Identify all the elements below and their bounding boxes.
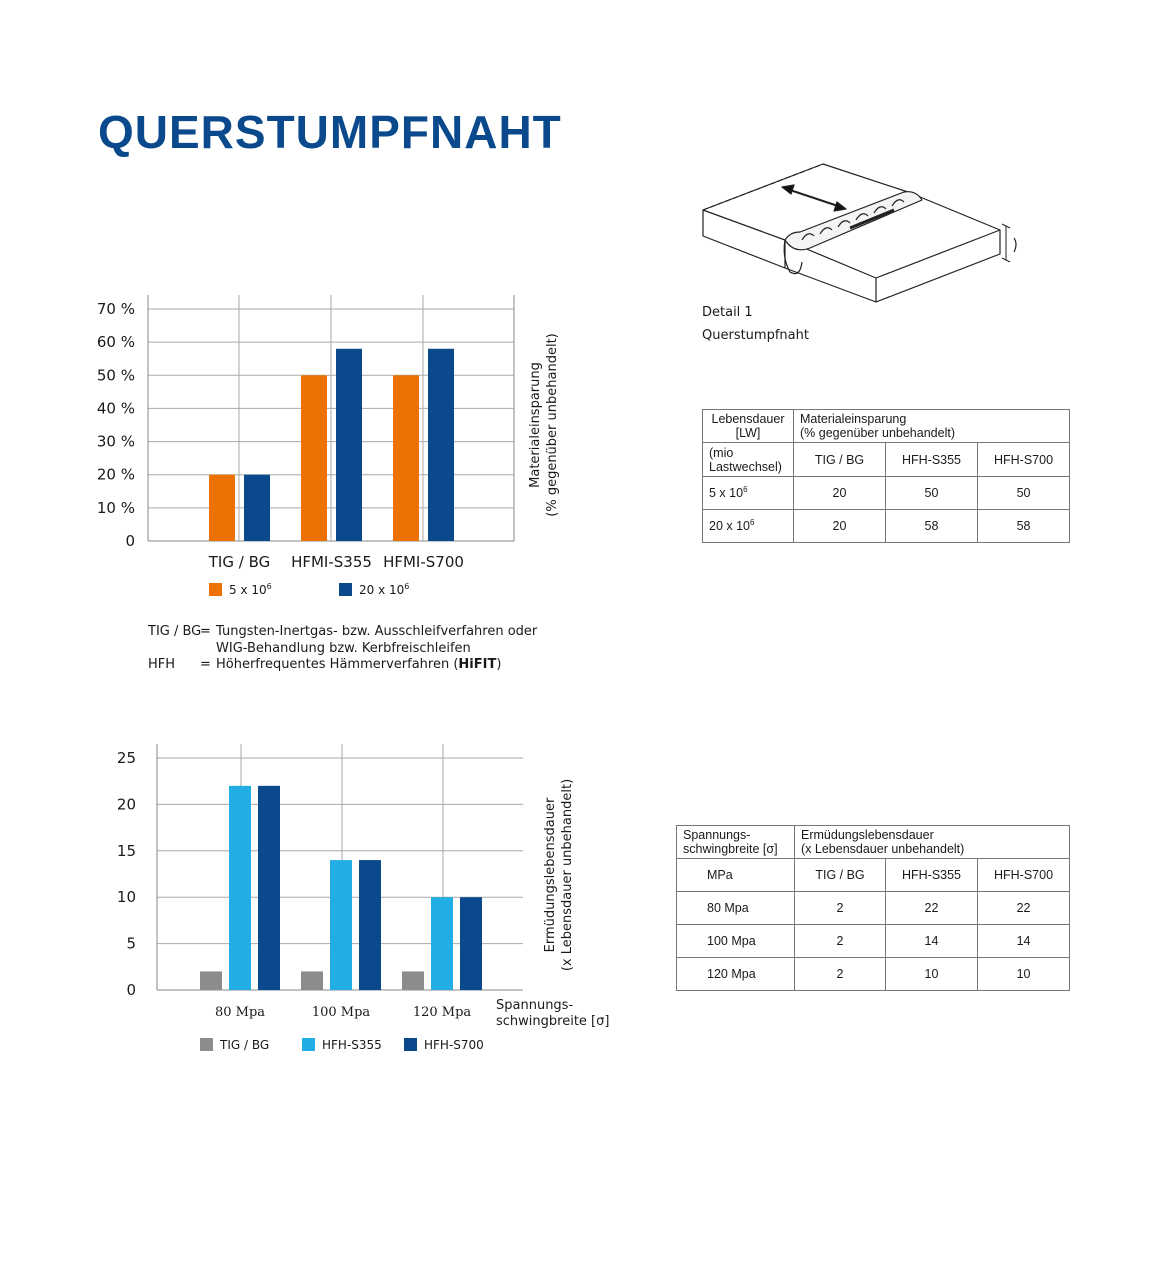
glossary-row-tig [148,624,537,641]
table-cell: 10 [978,958,1070,991]
bar [209,475,235,541]
bar [244,475,270,541]
table-cell: 2 [795,892,886,925]
table-cell: 50 [978,477,1070,510]
table-cell: 50 [886,477,978,510]
glossary-equals: = [200,624,211,639]
table-cell: 2 [795,958,886,991]
y-tick-label: 20 % [96,465,135,484]
life-header: Lebensdauer [LW] [703,410,794,443]
x-tick-label: TIG / BG [208,553,271,571]
x-tick-label: HFMI-S700 [383,553,464,571]
y-tick-label: 70 % [96,300,135,318]
y-axis-label: Ermüdungslebensdauer [543,797,558,953]
table-row [703,510,1070,543]
glossary [148,624,537,674]
x-axis-label: schwingbreite [σ] [496,1014,610,1029]
col-header: TIG / BG [795,859,886,892]
glossary-bold: HiFIT [458,657,497,672]
material-saving-table [702,409,1070,543]
saving-header: Materialeinsparung (% gegenüber unbehandelt) [794,410,1070,443]
x-tick-label: HFMI-S355 [291,553,372,571]
table-header-row [703,410,1070,443]
table-subheader-row [677,859,1070,892]
legend-label: 5 x $10^6$ [229,582,272,597]
row-label: 80 Mpa [677,892,795,925]
table-cell: 22 [886,892,978,925]
bar [393,375,419,541]
legend-swatch [209,583,222,596]
y-axis-label: (% gegenüber unbehandelt) [545,333,560,517]
unit-header: MPa [677,859,795,892]
x-tick-label: 80 Mpa [214,1005,266,1020]
table-cell: 20 [794,510,886,543]
detail-caption: Querstumpfnaht [702,328,809,343]
butt-weld-diagram [690,150,1030,320]
glossary-abbr: HFH [148,657,176,672]
x-tick-label: 100 Mpa [311,1005,371,1020]
y-tick-label: 30 % [96,432,135,451]
y-tick-label: 60 % [96,333,135,352]
glossary-equals: = [200,657,211,672]
table-cell: 14 [886,925,978,958]
glossary-row-tig-cont [148,641,537,658]
fatigue-header: Ermüdungslebensdauer (x Lebensdauer unbehandelt) [795,826,1070,859]
legend-label: 20 x $10^6$ [359,582,410,597]
table-row [677,892,1070,925]
page-title: QUERSTUMPFNAHT [98,106,562,158]
legend-label: HFH-S355 [322,1038,382,1052]
table-cell: 58 [886,510,978,543]
legend-label: HFH-S700 [424,1038,484,1052]
table-subheader-row [703,443,1070,477]
table-cell: 20 [794,477,886,510]
detail-label: Detail 1 [702,305,753,320]
table-cell: 14 [978,925,1070,958]
y-tick-label: 10 % [96,498,135,517]
y-tick-label: 20 [116,795,136,814]
bar [301,375,327,541]
row-label: 100 Mpa [677,925,795,958]
col-header: HFH-S355 [886,859,978,892]
y-tick-label: 0 [125,532,135,550]
col-header: HFH-S700 [978,859,1070,892]
x-axis-label: Spannungs- [496,998,574,1013]
col-header: HFH-S700 [978,443,1070,477]
col-header: HFH-S355 [886,443,978,477]
table-cell: 2 [795,925,886,958]
table-cell: 58 [978,510,1070,543]
row-label: 120 Mpa [677,958,795,991]
y-axis-label: Materialeinsparung [528,362,543,488]
x-tick-label: 120 Mpa [412,1005,472,1020]
glossary-text: Höherfrequentes Hämmerverfahren (HiFIT) [216,657,502,672]
y-tick-label: 50 % [96,366,135,385]
bar [428,349,454,541]
table-row [677,925,1070,958]
legend-swatch [339,583,352,596]
glossary-text: Tungsten-Inertgas- bzw. Ausschleifverfahren oder [216,624,538,639]
y-tick-label: 40 % [96,399,135,418]
fatigue-life-table [676,825,1070,991]
table-cell: 10 [886,958,978,991]
glossary-abbr: TIG / BG [148,624,202,639]
row-label: 20 x $10^6$ [703,510,794,543]
legend-label: TIG / BG [220,1038,270,1052]
y-tick-label: 10 [116,888,136,907]
table-cell: 22 [978,892,1070,925]
glossary-text: WIG-Behandlung bzw. Kerbfreischleifen [216,640,471,656]
y-tick-label: 15 [116,841,136,860]
range-header: Spannungs- schwingbreite [σ] [677,826,795,859]
unit-header: (mio Lastwechsel) [703,443,794,477]
table-header-row [677,826,1070,859]
y-tick-label: 25 [116,749,136,767]
y-tick-label: 5 [126,934,136,953]
y-tick-label: 0 [126,981,136,999]
table-row [677,958,1070,991]
glossary-row-hfh [148,657,537,674]
bar [336,349,362,541]
y-axis-label: (x Lebensdauer unbehandelt) [560,778,575,972]
row-label: 5 x $10^6$ [703,477,794,510]
col-header: TIG / BG [794,443,886,477]
table-row [703,477,1070,510]
